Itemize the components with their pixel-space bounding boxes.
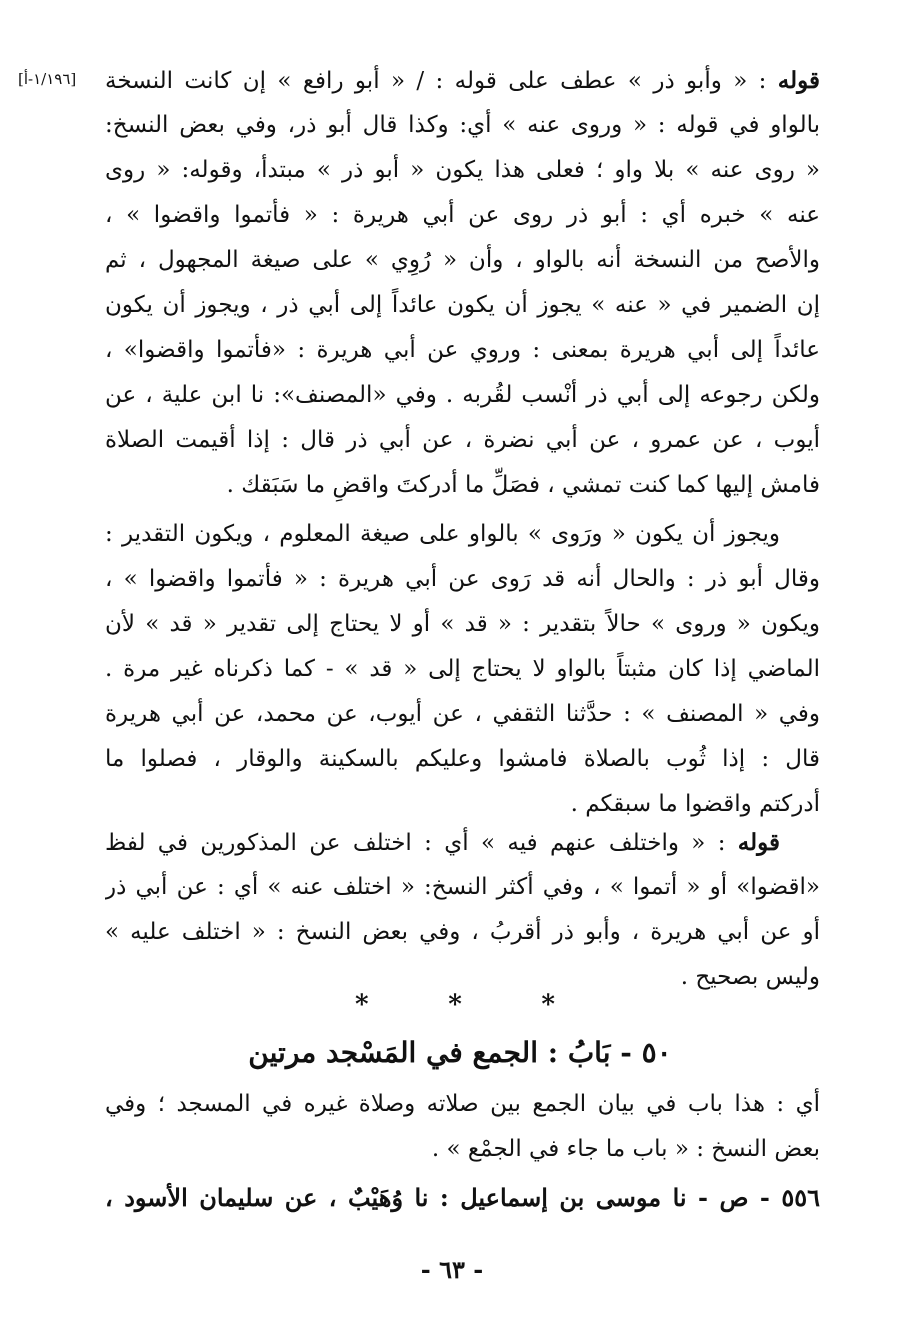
star-separator-icon: *: [541, 990, 555, 1020]
text-line: وفي « المصنف » : حدَّثنا الثقفي ، عن أيوب، عن محمد، عن أبي هريرة: [105, 701, 820, 727]
paragraph-3: [105, 820, 820, 1000]
paragraph-1: [105, 58, 820, 508]
text-line: قوله : « وأبو ذر » عطف على قوله : / « أبو رافع » إن كانت النسخة: [105, 67, 820, 94]
text-line: الماضي إذا كان مثبتاً بالواو لا يحتاج إلى « قد » - كما ذكرناه غير مرة .: [105, 656, 820, 682]
text-line: وليس بصحيح .: [680, 964, 820, 990]
text-line: «اقضوا» أو « أتموا » ، وفي أكثر النسخ: « اختلف عنه » أي : عن أبي ذر: [105, 874, 820, 900]
text-line: ويكون « وروى » حالاً بتقدير : « قد » أو لا يحتاج إلى تقدير « قد » لأن: [105, 611, 820, 637]
star-separator-icon: *: [448, 990, 462, 1020]
paragraph-4: [105, 1082, 820, 1172]
text-line: أيوب ، عن عمرو ، عن أبي نضرة ، عن أبي ذر قال : إذا أقيمت الصلاة: [105, 427, 820, 453]
text-line: أدركتم واقضوا ما سبقكم .: [570, 791, 820, 817]
section-separator: [355, 990, 555, 1020]
lead-word: قوله: [737, 829, 780, 856]
text-line: عائداً إلى أبي هريرة بمعنى : وروي عن أبي هريرة : «فأتموا واقضوا» ،: [105, 337, 820, 363]
text-line: عنه » خبره أي : أبو ذر روى عن أبي هريرة : « فأتموا واقضوا » ،: [105, 202, 820, 228]
text-line: بالواو في قوله : « وروى عنه » أي: وكذا قال أبو ذر، وفي بعض النسخ:: [105, 112, 820, 138]
text-line: إن الضمير في « عنه » يجوز أن يكون عائداً إلى أبي ذر ، ويجوز أن يكون: [105, 292, 820, 318]
page-number: - ٦٣ -: [420, 1255, 484, 1284]
paragraph-2: [105, 512, 820, 827]
star-separator-icon: *: [355, 990, 369, 1020]
text-line: قوله : « واختلف عنهم فيه » أي : اختلف عن المذكورين في لفظ: [105, 829, 780, 856]
text-line: أي : هذا باب في بيان الجمع بين صلاته وصلاة غيره في المسجد ؛ وفي: [105, 1091, 820, 1117]
hadith-line: ٥٥٦ - ص - نا موسى بن إسماعيل : نا وُهَيْبٌ ، عن سليمان الأسود ،: [105, 1183, 820, 1212]
text-line: والأصح من النسخة أنه بالواو ، وأن « رُوِي » على صيغة المجهول ، ثم: [105, 247, 820, 273]
margin-reference: [١/١٩٦-أ]: [18, 70, 77, 88]
lead-word: قوله: [777, 67, 820, 94]
text-line: قال : إذا ثُوب بالصلاة فامشوا وعليكم بالسكينة والوقار ، فصلوا ما: [105, 746, 820, 772]
text-line: أو عن أبي هريرة ، وأبو ذر أقربُ ، وفي بعض النسخ : « اختلف عليه »: [105, 919, 820, 945]
text-line: ويجوز أن يكون « ورَوى » بالواو على صيغة المعلوم ، ويكون التقدير :: [105, 521, 780, 547]
chapter-title: ٥٠ - بَابُ : الجمع في المَسْجد مرتين: [248, 1036, 672, 1069]
text-line: ولكن رجوعه إلى أبي ذر أنْسب لقُربه . وفي «المصنف»: نا ابن علية ، عن: [105, 382, 820, 408]
text-line: فامش إليها كما كنت تمشي ، فصَلِّ ما أدركتَ واقضِ ما سَبَقك .: [226, 472, 820, 498]
text-line: وقال أبو ذر : والحال أنه قد رَوى عن أبي هريرة : « فأتموا واقضوا » ،: [105, 566, 820, 592]
text-line: بعض النسخ : « باب ما جاء في الجمْع » .: [431, 1136, 820, 1162]
text-line: « روى عنه » بلا واو ؛ فعلى هذا يكون « أبو ذر » مبتدأ، وقوله: « روى: [105, 157, 820, 183]
